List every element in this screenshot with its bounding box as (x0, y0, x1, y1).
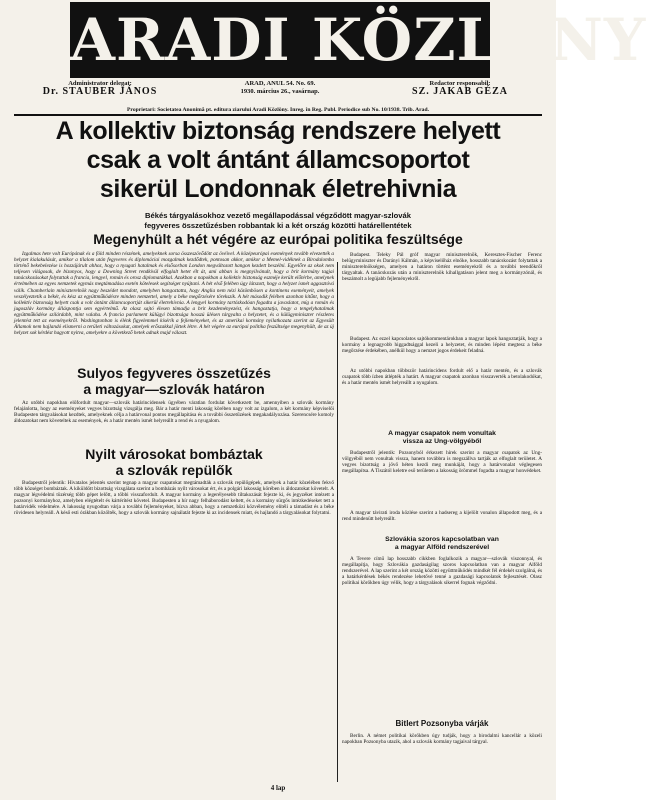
section-subhead: Megenyhült a hét végére az európai politika feszültsége (93, 231, 463, 247)
right-paragraph: Budapest. Az ezzel kapcsolatos sajtókommentárokban a magyar lapok hangoztatják, hogy a kormány a legnagyobb higgadtsággal kezeli a helyzetet, és minden lépést megtesz a béke megőrzése érdekében, anélkül hogy a nemzet jogos érdekeit feladná. (342, 336, 542, 355)
section3-title-line: a szlovák repülők (115, 462, 233, 478)
section2-title-line: Sulyos fegyveres összetűzés (77, 365, 271, 381)
proprietor-line: Proprietari: Societatea Anonimă pt. editura ziarului Aradi Közlöny. Inreg. în Reg. Publ. Periodice sub No. 10/1938. Trib. Arad. (127, 107, 429, 113)
editor-name: SZ. JAKAB GÉZA (412, 86, 508, 98)
right-headline-line: a magyar Alföld rendszerével (394, 544, 490, 551)
right-article-6 (342, 556, 542, 716)
right-paragraph: Budapest. Teleky Pál gróf magyar miniszterelnök, Keresztes-Fischer Ferenc belügyminiszter és Darányi Kálmán, a képviselőház elnöke, hosszabb tanácskozást folytattak a miniszterelnökségen, amelyen a határon történt eseményekről és a további teendőkről tárgyaltak. A tanácskozás után a miniszterelnök kihallgatáson jelent meg a kormányzónál, és beszámolt a legújabb fejleményekről. (342, 252, 542, 283)
editor-block (380, 80, 540, 96)
right-headline-3 (342, 720, 542, 728)
section3-title-line: Nyilt városokat bombáztak (85, 446, 263, 462)
right-headline-line: vissza az Ung-völgyéből (402, 438, 482, 445)
headline-line: A kollektiv biztonság rendszere helyett (55, 117, 501, 145)
right-headline-2 (342, 536, 542, 552)
administrator-label: Administrator delegat: (68, 80, 132, 87)
right-article-4 (342, 450, 542, 508)
edition-block (180, 80, 380, 96)
headline-line: sikerül Londonnak életrehivnia (99, 175, 457, 203)
section2-article (14, 400, 334, 440)
right-headline-line: Bitlert Pozsonyba várják (395, 719, 489, 728)
section2-headline (14, 365, 334, 397)
deck-line: fegyveres összetűzésben robbantak ki a két ország közötti határellentétek (144, 220, 412, 230)
right-article-1 (342, 252, 542, 334)
lead-article (14, 251, 334, 357)
right-paragraph: Berlin. A német politikai körökben úgy tudják, hogy a birodalmi kancellár a közeli napokban Pozsonyba utazik, ahol a szlovák kormány tagjaival tárgyal. (342, 733, 542, 746)
section3-paragraph: Budapestről jelentik: Hivatalos jelentés szerint tegnap a magyar csapatokat megtámadták a szlovák repülőgépek, amelyek a határ közelében fekvő több községet bombáztak. A kiküldött bizottság vizsgálata szerint a bombázás nyílt városokat ért, és a polgári lakosság körében is áldozatokat követelt. A magyar légvédelmi tüzérség több gépet lelőtt, a többi visszafordult. A magyar kormány a legerélyesebb tiltakozását fejezte ki, és jegyzéket intézett a pozsonyi kormányhoz, amelyben elégtételt és kártérítést követel. Budapesten a hír nagy felháborodást keltett, és a kormány sürgős intézkedéseket tett a határvidék védelmére. A lakosság nyugodtan várja a további fejleményeket, bízva abban, hogy a nemzetközi közvélemény elítéli a támadást és a béke rövidesen helyreáll. A késő esti órákban közölték, hogy a szlovák kormány sajnálatát fejezte ki az incidensek miatt, és hajlandó a tárgyalásokat folytatni. (14, 480, 334, 517)
right-paragraph: A Tevere című lap hosszabb cikkben foglalkozik a magyar—szlovák viszonnyal, és megállapítja, hogy Szlovákia gazdaságilag szoros kapcsolatban van a magyar Alföld rendszerével. A lap szerint a két ország közötti együttműködés mindkét fél érdekét szolgálná, és a határkérdések békés rendezése lehetővé tenné a gazdasági kapcsolatok fejlesztését. Olasz politikai körökben úgy vélik, hogy a tárgyalások sikerrel fognak végződni. (342, 556, 542, 587)
issue-date: 1930. március 26., vasárnap. (240, 88, 320, 96)
right-headline-1 (342, 430, 542, 446)
right-article-7 (342, 733, 542, 781)
headline-line: csak a volt ántánt államcsoportot (86, 146, 470, 174)
masthead-title: ARADI KÖZLÖNY (70, 2, 490, 78)
right-article-2 (342, 336, 542, 366)
section2-title-line: a magyar—szlovák határon (83, 381, 265, 397)
administrator-name: Dr. STAUBER JÁNOS (42, 86, 158, 98)
main-headline (16, 117, 540, 204)
right-article-5 (342, 510, 542, 530)
right-article-3 (342, 368, 542, 418)
right-paragraph: A magyar távirati iroda közlése szerint a hadsereg a kijelölt vonalon állapodott meg, és a rend mindenütt helyreállt. (342, 510, 542, 523)
editor-label: Redactor responsabil: (429, 80, 491, 87)
deck-line: Békés tárgyalásokhoz vezető megállapodással végződött magyar-szlovák (145, 211, 411, 220)
right-headline-line: A magyar csapatok nem vonultak (388, 430, 496, 437)
right-headline-line: Szlovákia szoros kapcsolatban van (385, 536, 499, 543)
administrator-block (20, 80, 180, 96)
page-footer: 4 lap (270, 784, 286, 792)
header-rule (14, 114, 542, 116)
lead-paragraph: Izgalmas hete volt Európának és a föld minden részének, amelyeknek sorsa összeszövődött az övéivel. A középeurópai események tovább elvezették a helyzet kialakulását, amikor a tilalom után fegyveres és diplomáciai mozgalmak kezdődtek, pontosan akkor, amikor a Memel-vidéknek a Birodalomba történő bekebelezése is hozzájárult ahhoz, hogy a nyugati hatalmak és elsősorban London megváltozott hangon kezdett beszélni. Egyelőre az okok nem teljesen világosak, de bizonyos, hogy a Downing Street rendkívül elfoglalt hetet élt át, ami abban is megnyilvánult, hogy a brit kormány tagjai tanácskozásokat folytattak a francia, lengyel, román és orosz diplomatákkal. Azokban a napokban a kollektív biztonság eszméje került előtérbe, amelynek értelmében az egyes nemzetek egymás megtámadása esetén kötelesek segítséget nyújtani. A hét első felében úgy látszott, hogy a helyzet ismét aggasztóvá válik. Chamberlain miniszterelnök nagy beszédet mondott, amelyben hangoztatta, hogy Anglia nem nézi közömbösen a kontinens eseményeit, amelyek veszélyeztetik a békét, és kész az együttműködésre minden nemzettel, amely a béke megőrzésére törekszik. A hét második felében azonban kitűnt, hogy a kollektív biztonság helyett csak a volt ántánt államcsoportját sikerül életrehívnia. A lengyel kormány tartózkodóan fogadta a javaslatot, míg a román és jugoszláv kormány álláspontja sem egyértelmű. Az olasz sajtó élesen támadja a brit kezdeményezést, és hangoztatja, hogy a tengelyhatalmak együttműködése szilárdabb, mint valaha. A francia parlament külügyi bizottsága hosszú ülésen tárgyalta a helyzetet, és a külügyminiszter részletes jelentést tett az eseményekről. Washingtonban is élénk figyelemmel kísérik a fejleményeket, és az amerikai kormány nyilatkozata szerint az Egyesült Államok nem hajlandó elismerni a területi változásokat, amelyek erőszakkal jöttek létre. A hét végére az európai politika feszültsége megenyhült, de az új helyzet sok kérdést hagyott nyitva, amelyekre a következő hetek adnak majd választ. (14, 251, 334, 337)
section3-article (14, 480, 334, 780)
headline-deck (20, 211, 536, 230)
edition-number: ARAD, ANUL 54. No. 69. (244, 80, 316, 87)
section3-headline (14, 446, 334, 478)
column-divider (337, 262, 338, 782)
right-paragraph: Az utóbbi napokban többször határincidens fordult elő a határ mentén, és a szlovák csapatok több ízben átlépték a határt. A magyar csapatok azonban visszaverték a betolakodókat, és a határ mentén ismét helyreállt a nyugalom. (342, 368, 542, 387)
right-paragraph: Budapestről jelentik: Pozsonyból érkezett hírek szerint a magyar csapatok az Ung-völgyéből nem vonultak vissza, hanem továbbra is megszállva tartják az elfoglalt területet. A vegyes bizottság a jövő héten kezdi meg munkáját, hogy a határvonalat véglegesen megállapítsa. A Tiszától keletre eső területen a lakosság örömmel fogadta a magyar honvédeket. (342, 450, 542, 475)
section2-paragraph: Az utóbbi napokban előfordult magyar—szlovák határincidensek ügyében váratlan fordulat következett be, amennyiben a szlovák kormány felajánlotta, hogy az eseményeket vegyes bizottság vizsgálja meg. Bár a határ menti lakosság körében nagy volt az izgalom, a két kormány képviselői Budapesten tárgyalásokat kezdtek, amelyeknek célja a határvonal pontos megállapítása és a további összetűzések megakadályozása. Szerencsére komoly áldozatokat nem követeltek az események, és a határ mentén ismét helyreállt a rend és a nyugalom. (14, 400, 334, 425)
